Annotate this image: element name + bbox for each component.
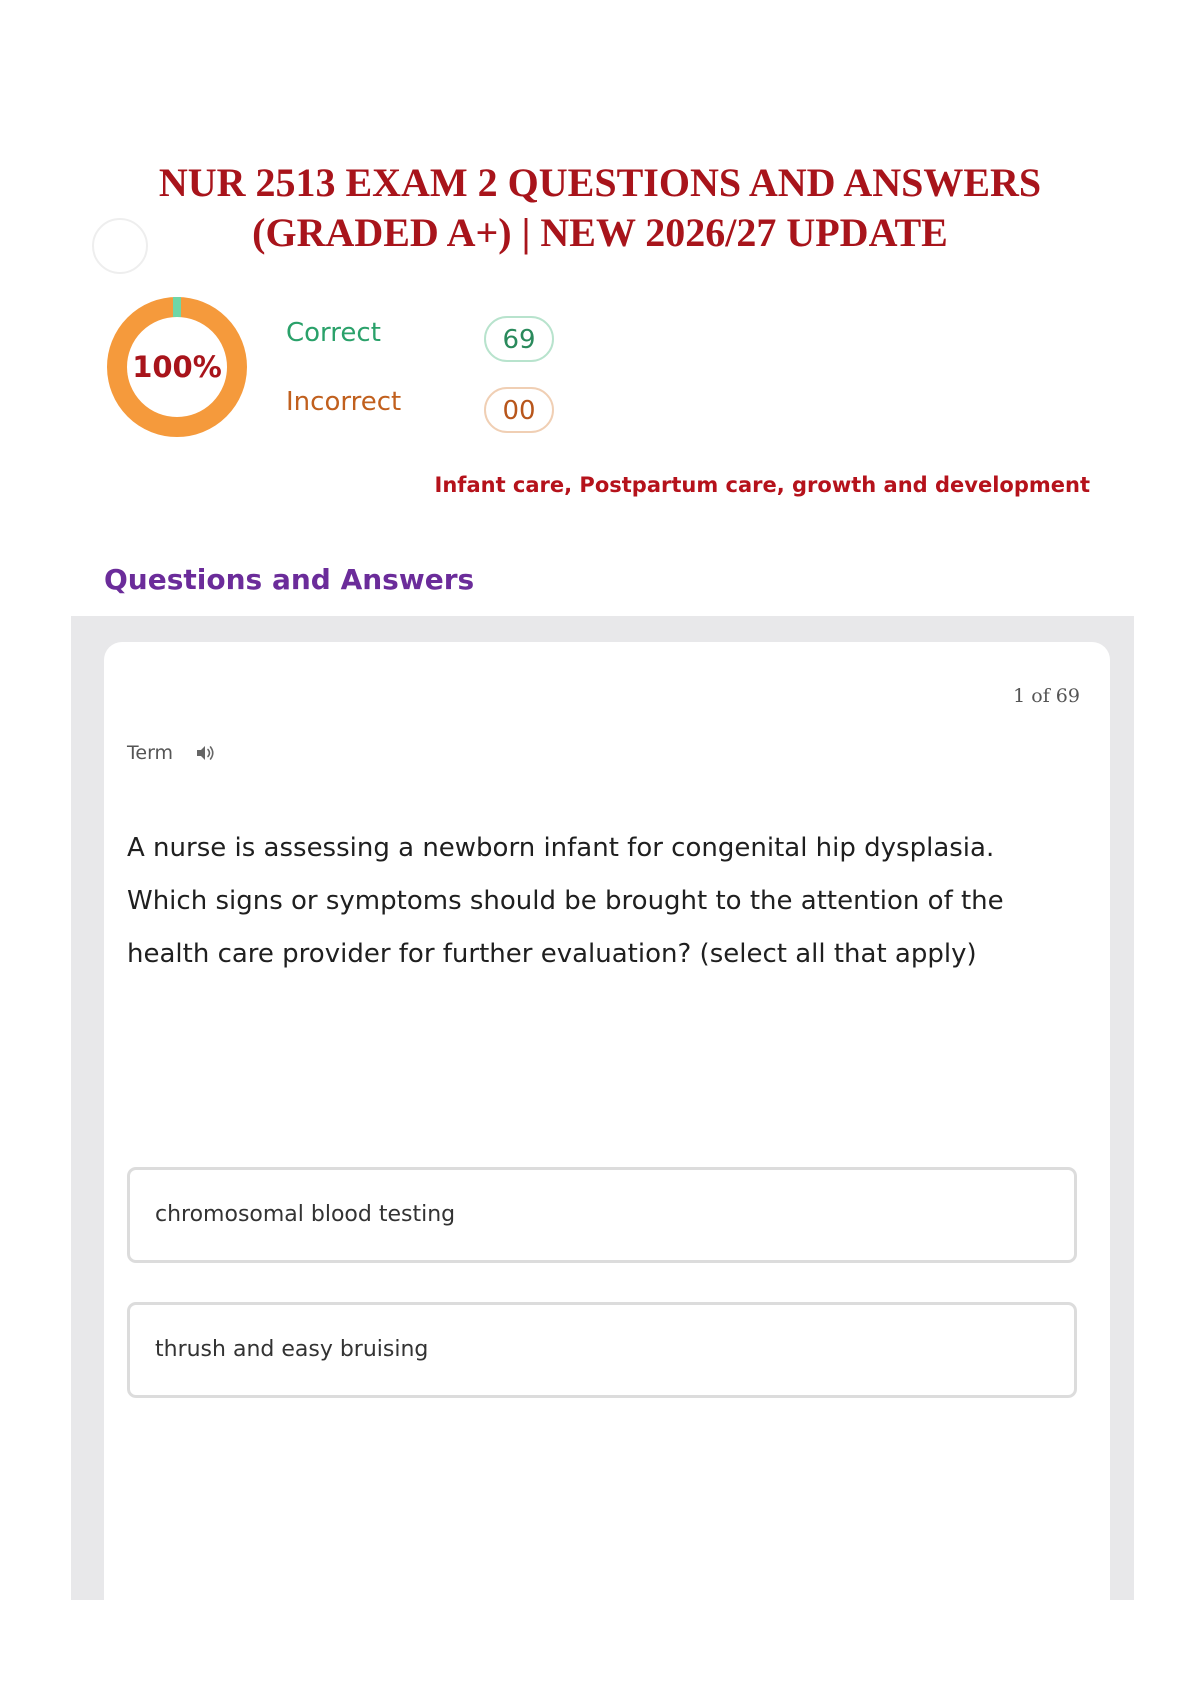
- answer-option-label: thrush and easy bruising: [155, 1337, 429, 1362]
- faint-circle-decoration: [92, 218, 148, 274]
- section-heading: Questions and Answers: [104, 563, 475, 596]
- incorrect-count-badge: 00: [484, 387, 554, 433]
- answer-option-1[interactable]: [127, 1167, 1077, 1263]
- correct-count-badge: 69: [484, 316, 554, 362]
- document-title: [100, 158, 1100, 258]
- score-donut-chart: [104, 294, 250, 440]
- correct-label: Correct: [286, 318, 381, 348]
- term-row: [127, 738, 217, 768]
- incorrect-label: Incorrect: [286, 387, 402, 417]
- score-percent: 100%: [132, 350, 222, 384]
- speaker-icon[interactable]: [193, 741, 217, 765]
- speaker-icon-glyph: [194, 742, 216, 764]
- question-text: A nurse is assessing a newborn infant for congenital hip dysplasia. Which signs or symptoms should be brought to the attention of the health care provider for further evaluation? (select all that apply): [127, 833, 1004, 969]
- flashcard: [104, 642, 1110, 1600]
- document-title-line-1: NUR 2513 EXAM 2 QUESTIONS AND ANSWERS: [158, 160, 1042, 205]
- term-label: Term: [127, 742, 174, 764]
- topics-subtitle: Infant care, Postpartum care, growth and development: [434, 473, 1090, 497]
- answer-option-label: chromosomal blood testing: [155, 1202, 456, 1227]
- answer-option-2[interactable]: [127, 1302, 1077, 1398]
- document-title-line-2: (GRADED A+) | NEW 2026/27 UPDATE: [252, 210, 948, 255]
- card-counter: 1 of 69: [1013, 685, 1080, 707]
